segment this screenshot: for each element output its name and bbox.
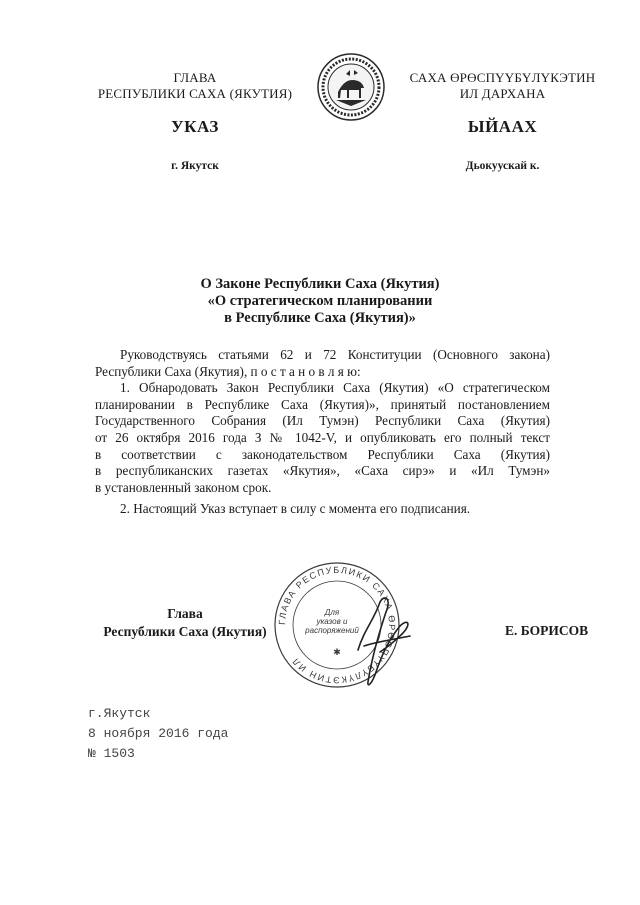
title-line1: О Законе Республики Саха (Якутия) [200,276,440,292]
stamp-center-line2: указов и [316,617,348,626]
body-p2-line7: в установленный законом срок. [95,479,272,495]
city-ru: г. Якутск [171,160,219,172]
header-left-line1: ГЛАВА [173,70,217,85]
body-p3: 2. Настоящий Указ вступает в силу с момента его подписания. [120,501,471,517]
stamp-ring-text: ГЛАВА РЕСПУБЛИКИ САХА ӨРӨСПҮҮБҮЛҮКЭТИН ИЛ [276,564,398,686]
ukaz-sakha-heading: ЫЙААХ [467,117,538,136]
footer-city: г.Якутск [88,706,151,721]
document-title [0,276,640,327]
stamp-center-line1: Для [324,608,340,617]
header-left [80,70,310,102]
body-p2-line2: планировании в Республике Саха (Якутия)», принятый постановлением [95,396,550,412]
document-body [95,347,550,518]
signature-title-line1: Глава [167,606,203,621]
header-right-line2: ИЛ ДАРХАНА [459,86,546,101]
body-p1-line2: Республики Саха (Якутия), п о с т а н о в л я ю: [95,363,361,379]
svg-text:✱: ✱ [333,648,341,658]
title-line3: в Республике Саха (Якутия)» [224,310,416,326]
ukaz-ru-heading: УКАЗ [171,117,219,136]
footer-number: № 1503 [88,746,135,761]
city-sakha: Дьокуускай к. [465,160,540,172]
body-p1-line1: Руководствуясь статьями 62 и 72 Конституции (Основного закона) [120,347,550,362]
coat-of-arms-emblem [316,52,386,122]
header-right-line1: САХА ӨРӨСПҮҮБҮЛҮКЭТИН [409,70,596,85]
body-p2-line1: 1. Обнародовать Закон Республики Саха (Якутия) «О стратегическом [120,380,550,396]
body-p2-line6: в республиканских газетах «Якутия», «Саха сирэ» и «Ил Тумэн» [95,463,550,479]
stamp-center-line3: распоряжений [305,626,359,635]
body-p2-line4: от 26 октября 2016 года З № 1042-V, и опубликовать его полный текст [95,429,550,445]
handwritten-signature [350,590,420,690]
header-left-line2: РЕСПУБЛИКИ САХА (ЯКУТИЯ) [97,86,293,101]
footer-date: 8 ноября 2016 года [88,726,229,741]
title-line2: «О стратегическом планировании [207,293,433,309]
signatory-name: Е. БОРИСОВ [505,623,589,638]
body-p2-line3: Государственного Собрания (Ил Тумэн) Республики Саха (Якутия) [95,413,550,429]
signature-title [95,605,275,641]
signature-title-line2: Республики Саха (Якутия) [103,624,267,639]
header-right [395,70,610,102]
body-p2-line5: в соответствии с законодательством Республики Саха (Якутия) [95,446,550,462]
